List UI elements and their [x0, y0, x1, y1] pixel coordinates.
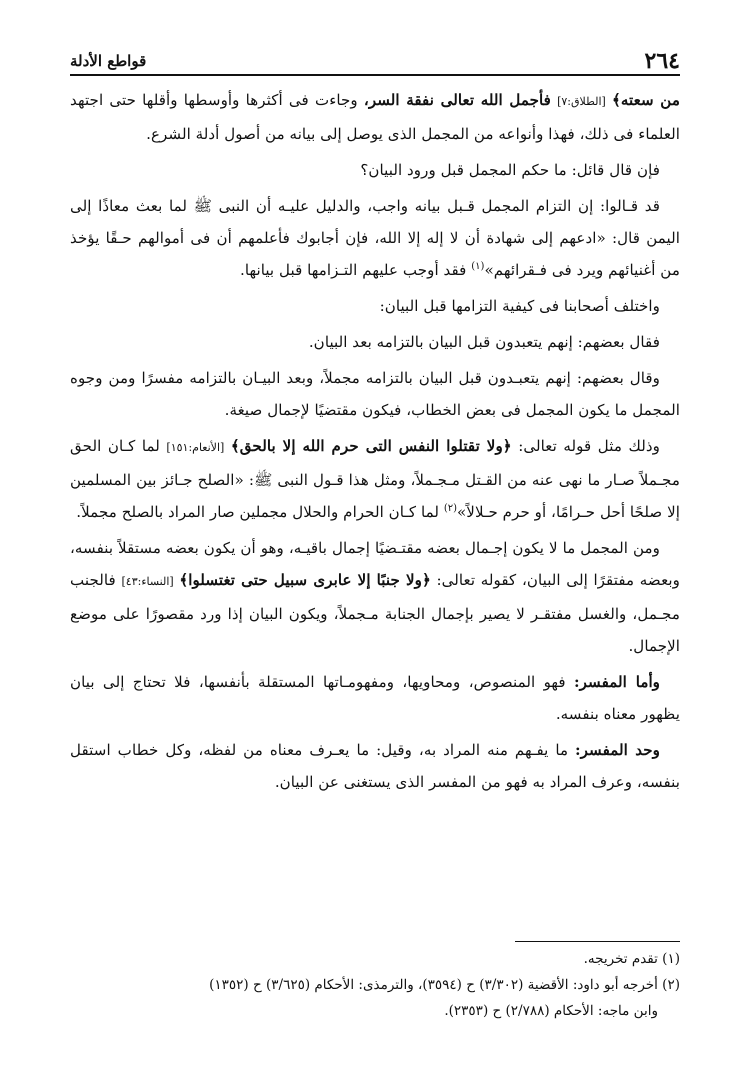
verse-reference: [النساء:٤٣] — [121, 575, 174, 588]
footnote: (٢) أخرجه أبو داود: الأقضية (٣/٣٠٢) ح (٣٥٩٤)، والترمذى: الأحكام (٣/٦٢٥) ح (١٣٥٢) — [209, 977, 680, 993]
verse-reference: [الطلاق:٧] — [557, 95, 606, 108]
paragraph: فإن قال قائل: ما حكم المجمل قبل ورود البيان؟ — [360, 161, 660, 179]
paragraph — [70, 430, 680, 528]
footnote-marker: (٢) — [443, 502, 457, 514]
verse-reference: [الأنعام:١٥١] — [166, 441, 225, 454]
paragraph-text: لما كـان الحق مجـملاً صـار ما نهى عنه من القـتل مـجـملاً، ومثل هذا قـول النبى ﷺ: «الصلح جـائز بين المسلمين إلا صلحًا أحل حـرامًا، أو حرم حـلالاً» — [70, 437, 680, 521]
footnotes — [70, 946, 680, 1024]
paragraph-text: فهو المنصوص، ومحاويها، ومفهومـاتها المستقلة بأنفسها، فلا تحتاج إلى بيان يظهور معناه بنفسه. — [70, 673, 680, 723]
paragraph — [70, 666, 680, 730]
paragraph-text: وجاءت فى أكثرها وأوسطها وأقلها حتى اجتهد العلماء فى ذلك، فهذا وأنواعه من المجمل الذى يوصل إلى بيانه من أصول أدلة الشرع. — [70, 91, 680, 143]
paragraph-text: ومن المجمل ما لا يكون إجـمال بعضه مقتـضيًا إجمال باقيـه، وهو أن يكون بعضه مستقلاً بنفسه، وبعضه مفتقرًا إلى البيان، كقوله تعالى: — [70, 539, 680, 589]
quranic-verse: ﴿ولا تقتلوا النفس التى حرم الله إلا بالحق﴾ — [230, 437, 512, 455]
page-number: ٢٦٤ — [644, 48, 680, 74]
main-text — [70, 84, 680, 802]
paragraph: فقال بعضهم: إنهم يتعبدون قبل البيان بالتزامه بعد البيان. — [308, 333, 660, 351]
paragraph — [70, 84, 680, 150]
paragraph-text: لما كـان الحرام والحلال مجملين صار المراد بالصلح مجملاً. — [76, 503, 439, 521]
paragraph — [70, 734, 680, 798]
quranic-verse: ﴿ولا جنبًا إلا عابرى سبيل حتى تغتسلوا﴾ — [179, 571, 431, 589]
paragraph-text: فقد أوجب عليهم التـزامها قبل بيانها. — [240, 261, 467, 279]
verse-end: من سعته﴾ — [612, 91, 681, 109]
footnote-continuation: وابن ماجه: الأحكام (٢/٧٨٨) ح (٢٣٥٣). — [444, 1003, 658, 1019]
paragraph — [70, 532, 680, 662]
footnote-divider — [515, 941, 680, 942]
paragraph-text: فالجنب مجـمل، والغسل مفتقـر لا يصير بإجمال الجنابة مـجملاً، ويكون البيان إذا ورد مقصورًا على موضع الإجمال. — [70, 571, 680, 655]
paragraph: وقال بعضهم: إنهم يتعبـدون قبل البيان بالتزامه مجملاً، وبعد البيـان بالتزامه مفسرًا ومن وجوه المجمل ما يكون المجمل فى بعض الخطاب، فيكون مقتضيًا لإجمال صيغة. — [70, 369, 680, 419]
paragraph: واختلف أصحابنا فى كيفية التزامها قبل البيان: — [379, 297, 660, 315]
term-label: وأما المفسر: — [574, 673, 661, 691]
footnote: (١) تقدم تخريجه. — [583, 951, 680, 967]
paragraph-text: وذلك مثل قوله تعالى: — [518, 437, 661, 455]
bold-phrase: فأجمل الله تعالى نفقة السر، — [363, 91, 551, 109]
running-title: قواطع الأدلة — [70, 52, 147, 70]
term-label: وحد المفسر: — [575, 741, 660, 759]
page-header — [70, 44, 680, 76]
paragraph — [70, 190, 680, 286]
paragraph-text: قد قـالوا: إن التزام المجمل قـبل بيانه واجب، والدليل عليـه أن النبى ﷺ لما بعث معاذًا إلى اليمن قال: «ادعهم إلى شهادة أن لا إله إلا الله، فإن أجابوك فأعلمهم أن فى أموالهم حـقًا يؤخذ من أغنيائهم ويرد فى فـقرائهم» — [70, 197, 680, 279]
footnote-marker: (١) — [471, 260, 485, 272]
paragraph-text: ما يفـهم منه المراد به، وقيل: ما يعـرف معناه من لفظه، وكل خطاب استقل بنفسه، وعرف المراد به فهو من المفسر الذى يستغنى عن البيان. — [70, 741, 680, 791]
